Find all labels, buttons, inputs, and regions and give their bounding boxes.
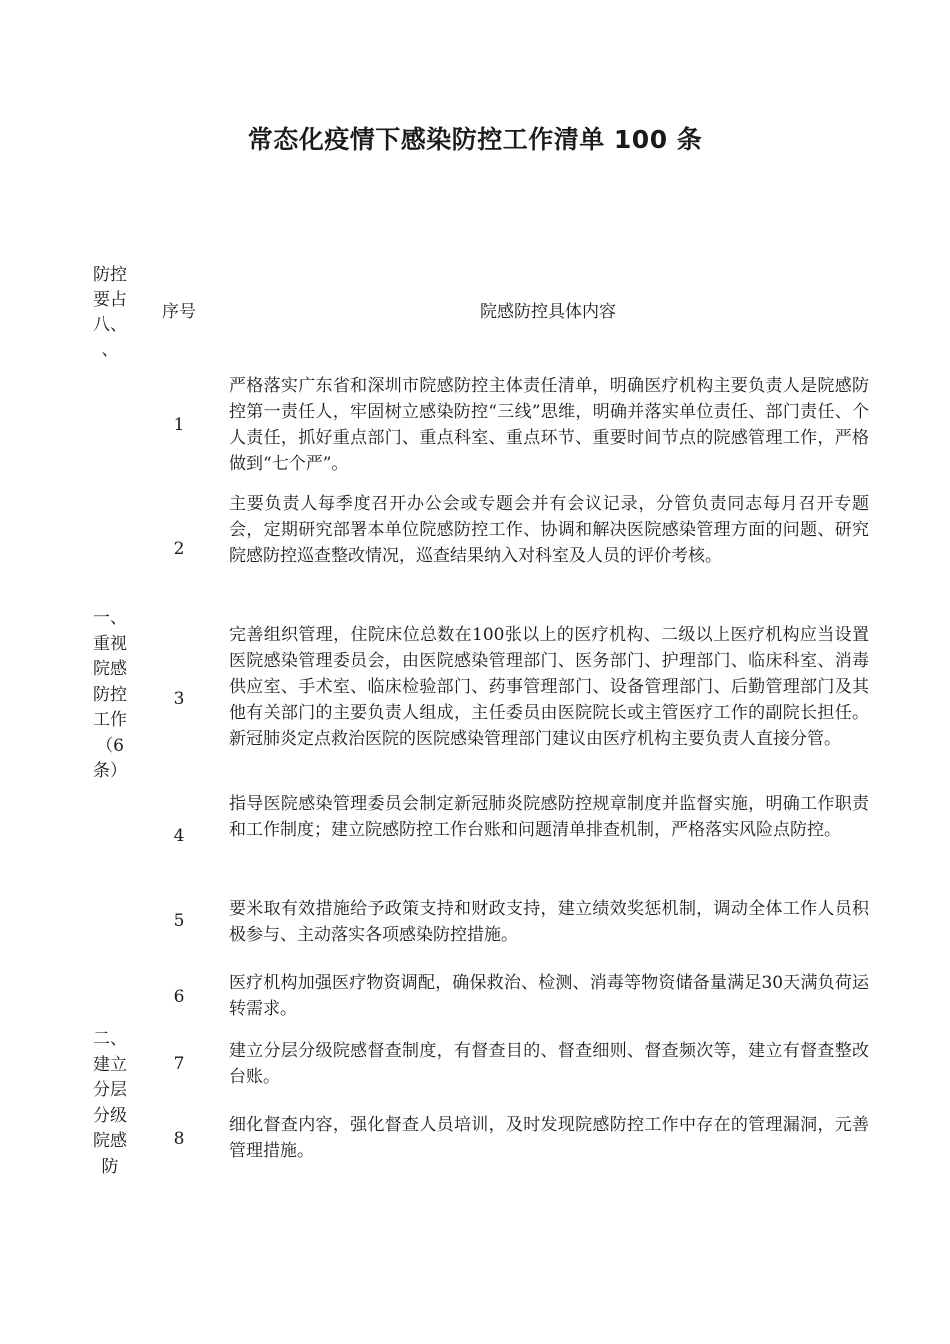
row-8-content: 细化督查内容，强化督查人员培训，及时发现院感防控工作中存在的管理漏洞，元善管理措施。 bbox=[229, 1115, 869, 1161]
row-2-content: 主要负责人每季度召开办公会或专题会并有会议记录，分管负责同志每月召开专题会，定期研究部署本单位院感防控工作、协调和解决医院感染管理方面的问题、研究院感防控巡查整改情况，巡查结果纳入对科室及人员的评价考核。 bbox=[229, 494, 869, 566]
row-7-index: 7 bbox=[173, 1054, 185, 1074]
row-4-content: 指导医院感染管理委员会制定新冠肺炎院感防控规章制度并监督实施，明确工作职责和工作制度；建立院感防控工作台账和问题清单排查机制，严格落实风险点防控。 bbox=[229, 794, 869, 840]
category-1-label: 一、 重视 院感 防控 工作 （6 条） bbox=[93, 608, 127, 781]
row-3-index: 3 bbox=[173, 689, 185, 709]
row-5-index: 5 bbox=[173, 911, 185, 931]
row-1-index: 1 bbox=[173, 415, 185, 435]
row-2-index: 2 bbox=[173, 539, 185, 559]
column-header-index: 序号 bbox=[162, 302, 196, 322]
row-4-index: 4 bbox=[173, 826, 185, 846]
row-8-index: 8 bbox=[173, 1129, 185, 1149]
row-3-content: 完善组织管理，住院床位总数在100张以上的医疗机构、二级以上医疗机构应当设置医院感染管理委员会，由医院感染管理部门、医务部门、护理部门、临床科室、消毒供应室、手术室、临床检验部门、药事管理部门、设备管理部门、后勤管理部门及其他有关部门的主要负责人组成，主任委员由医院院长或主管医疗工作的副院长担任。新冠肺炎定点救治医院的医院感染管理部门建议由医疗机构主要负责人直接分管。 bbox=[229, 625, 869, 749]
column-header-content: 院感防控具体内容 bbox=[480, 302, 616, 322]
row-5-content: 要米取有效措施给予政策支持和财政支持，建立绩效奖惩机制，调动全体工作人员积极参与、主动落实各项感染防控措施。 bbox=[229, 899, 869, 945]
column-header-category: 防控 要占 八、 、 bbox=[93, 265, 127, 360]
document-title: 常态化疫情下感染防控工作清单 100 条 bbox=[247, 125, 703, 154]
category-2-label: 二、 建立 分层 分级 院感 防 bbox=[93, 1029, 127, 1177]
row-1-content: 严格落实广东省和深圳市院感防控主体责任清单，明确医疗机构主要负责人是院感防控第一责任人，牢固树立感染防控“三线”思维，明确并落实单位责任、部门责任、个人责任，抓好重点部门、重点科室、重点环节、重要时间节点的院感管理工作，严格做到“七个严”。 bbox=[229, 376, 869, 474]
row-6-content: 医疗机构加强医疗物资调配，确保救治、检测、消毒等物资储备量满足30天满负荷运转需求。 bbox=[229, 973, 869, 1019]
row-6-index: 6 bbox=[173, 987, 185, 1007]
row-7-content: 建立分层分级院感督查制度，有督查目的、督查细则、督查频次等，建立有督查整改台账。 bbox=[229, 1041, 869, 1087]
